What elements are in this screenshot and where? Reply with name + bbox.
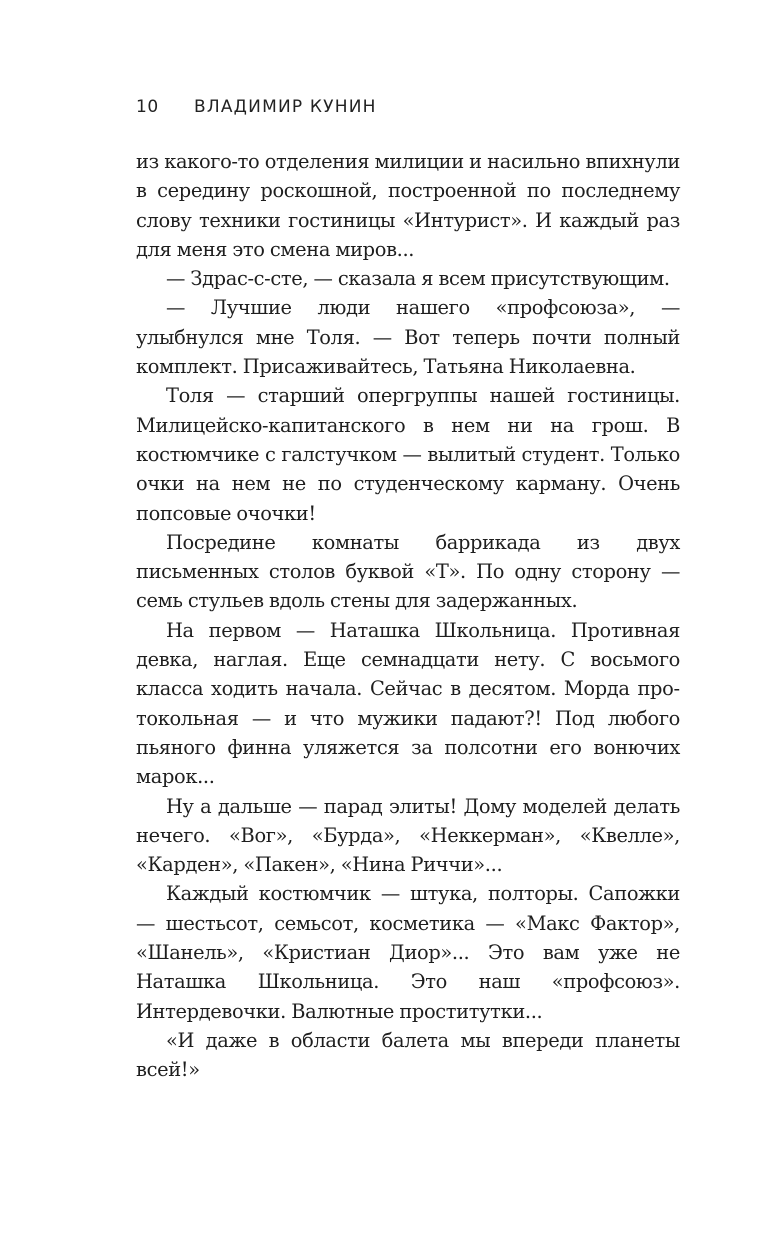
page-number: 10: [136, 97, 159, 117]
paragraph: Толя — старший опергруппы нашей гостиницы. Милицейско-капитанского в нем ни на грош. В костюмчике с галстучком — вылитый студент. Только очки на нем не по студенческому карману. Очень попсовые очочки!: [136, 384, 680, 525]
paragraph: Каждый костюмчик — штука, полторы. Сапожки — шестьсот, семьсот, косметика — «Макс Фактор», «Шанель», «Кристиан Диор»... Это вам уже не Наташка Школьница. Это наш «профсоюз». Интердевочки. Валютные проститутки...: [136, 882, 680, 1023]
paragraph: На первом — Наташка Школьница. Противная девка, наглая. Еще семнадцати нету. С восьмого класса ходить начала. Сейчас в десятом. Морда протокольная — и что мужики падают?! Под любого пьяного финна уляжется за полсотни его вонючих марок...: [136, 618, 680, 789]
running-header: [136, 93, 377, 121]
paragraph: — Здрас-с-сте, — сказала я всем присутствующим.: [166, 267, 670, 291]
paragraph: Посредине комнаты баррикада из двух письменных столов буквой «Т». По одну сторону — семь стульев вдоль стены для задержанных.: [136, 530, 680, 613]
book-author: ВЛАДИМИР КУНИН: [194, 97, 377, 117]
paragraph: — Лучшие люди нашего «профсоюза», — улыбнулся мне Толя. — Вот теперь почти полный комплект. Присаживайтесь, Татьяна Николаевна.: [136, 296, 680, 379]
paragraph: Ну а дальше — парад элиты! Дому моделей делать нечего. «Вог», «Бурда», «Неккерман», «Квелле», «Карден», «Пакен», «Нина Риччи»...: [136, 794, 680, 877]
paragraph: «И даже в области балета мы впереди планеты всей!»: [136, 1028, 680, 1082]
text-body: [136, 147, 680, 1085]
paragraph-continued: из какого-то отделения милиции и насильно впихнули в середину роскошной, построенной по последнему слову техники гостиницы «Интурист». И каждый раз для меня это смена миров...: [136, 150, 680, 261]
